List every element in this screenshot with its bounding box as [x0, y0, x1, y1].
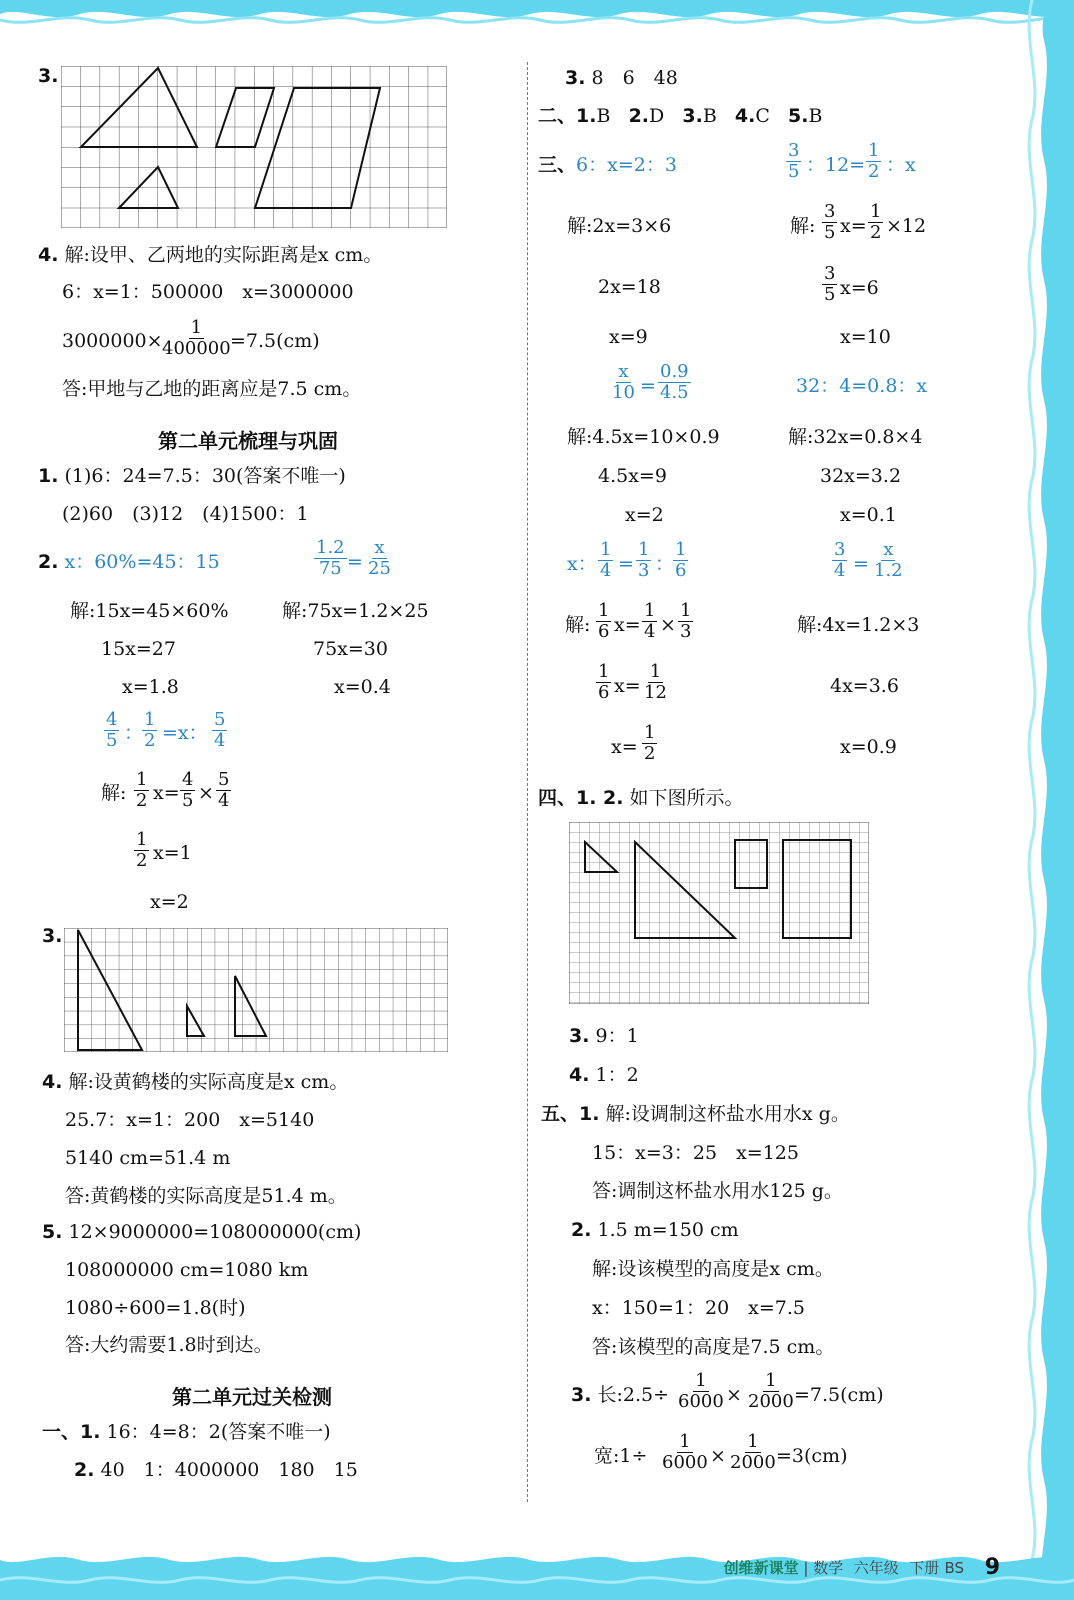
s3-eq2-b-tail: x=6: [840, 277, 879, 299]
s5-3-b-times: ×: [710, 1445, 726, 1467]
s3-eq4-b: 32x=3.2: [820, 465, 902, 487]
r2-s1b: 15x=27: [101, 638, 176, 660]
s3-eq5-frac1: $\frac{1}{4}$: [600, 539, 612, 581]
s5-3-a-tail: =7.5(cm): [794, 1384, 884, 1406]
grade: 六年级: [853, 1559, 899, 1577]
r2-eq2-equals: =: [347, 551, 363, 573]
r2-eq3-frac1: $\frac{4}{5}$: [106, 709, 118, 751]
s5-2-d: 答:该模型的高度是7.5 cm。: [592, 1336, 835, 1358]
s3-eq5-b-frac1: $\frac{1}{6}$: [598, 661, 610, 703]
r2-s3a-frac1: $\frac{1}{2}$: [136, 769, 148, 811]
s3-eq2-frac1: $\frac{3}{5}$: [788, 140, 800, 182]
s3-eq5-b-frac2: $\frac{1}{12}$: [644, 661, 667, 703]
s3-eq4-c: x=0.1: [840, 504, 897, 526]
edition: BS: [944, 1559, 964, 1577]
s3-eq6-eq: =: [853, 553, 869, 575]
s3-eq5-a-times: ×: [660, 614, 676, 636]
brand-name: 创维新课堂: [723, 1559, 799, 1577]
r5-line2: 108000000 cm=1080 km: [65, 1259, 309, 1281]
r4-line1: 4. 解:设黄鹤楼的实际高度是x cm。: [42, 1071, 349, 1093]
s3-eq5-c-pre: x=: [611, 736, 638, 758]
s3-eq5-a-frac3: $\frac{1}{3}$: [680, 600, 692, 642]
unit2-test-title: 第二单元过关检测: [172, 1385, 332, 1409]
s3-eq5-pre: x：: [567, 553, 597, 575]
s3-eq3-c: x=2: [625, 504, 664, 526]
q4-line3a: 3000000×: [62, 330, 163, 352]
s3-eq2-mid: ：12=: [806, 154, 866, 176]
s5-1-b: 15：x=3：25 x=125: [592, 1142, 799, 1164]
s3-eq6-c: x=0.9: [840, 736, 897, 758]
s3-eq3-frac1: $\frac{x}{10}$: [612, 361, 635, 403]
r3-label: 3.: [42, 925, 63, 947]
s3-eq5-eq: =: [618, 553, 634, 575]
r2-s1a: 解:15x=45×60%: [70, 600, 229, 622]
page-footer: 创维新课堂 | 数学 六年级 下册 BS: [723, 1559, 964, 1577]
q3-label: 3.: [38, 65, 59, 87]
r2-eq2-frac2: $\frac{x}{25}$: [368, 537, 391, 579]
r4-line2: 25.7：x=1：200 x=5140: [65, 1109, 315, 1131]
r2-s2a: 解:75x=1.2×25: [282, 600, 429, 622]
s5-2-c: x：150=1：20 x=7.5: [592, 1297, 806, 1319]
s3-eq2-b-frac: $\frac{3}{5}$: [824, 263, 836, 305]
s3-eq2-a-pre: 解:: [790, 215, 816, 237]
r5-line4: 答:大约需要1.8时到达。: [65, 1334, 273, 1356]
s3-eq5-b-mid: x=: [614, 675, 641, 697]
r2-eq3-frac2: $\frac{1}{2}$: [144, 709, 156, 751]
volume: 下册: [909, 1559, 940, 1577]
r1-line2: (2)60 (3)12 (4)1500：1: [62, 503, 309, 525]
s5-1-c: 答:调制这杯盐水用水125 g。: [592, 1180, 843, 1202]
s3-eq6-frac2: $\frac{x}{1.2}$: [874, 539, 903, 581]
wave-border-right: [1014, 0, 1074, 1600]
s3-eq5-frac2: $\frac{1}{3}$: [638, 539, 650, 581]
q4-line2: 6：x=1：500000 x=3000000: [62, 281, 354, 303]
s3-eq3-b: 4.5x=9: [598, 465, 667, 487]
s5-2-b: 解:设该模型的高度是x cm。: [592, 1258, 834, 1280]
s3-eq5-a-pre: 解:: [565, 614, 591, 636]
s5-1-a: 五、1. 解:设调制这杯盐水用水x g。: [541, 1103, 850, 1125]
r2-s3a-frac2: $\frac{4}{5}$: [182, 769, 194, 811]
q4-answer: 答:甲地与乙地的距离应是7.5 cm。: [62, 378, 362, 400]
s3-eq3-eq: =: [640, 375, 656, 397]
subject: 数学: [813, 1559, 844, 1577]
wave-border-top: [0, 0, 1074, 40]
r2-eq3-frac3: $\frac{5}{4}$: [214, 709, 226, 751]
q4-fraction: $\frac{1}{400000}$: [162, 317, 231, 359]
s3-eq4: 32：4=0.8：x: [796, 375, 928, 397]
s4-3: 3. 9：1: [569, 1025, 639, 1047]
r2-s3b-rest: x=1: [153, 842, 192, 864]
s3-eq5-frac3: $\frac{1}{6}$: [675, 539, 687, 581]
r2-eq3-colon: ：: [124, 722, 144, 744]
sec4-heading: 四、1. 2. 如下图所示。: [538, 787, 744, 809]
r2-s1c: x=1.8: [122, 676, 179, 698]
sec4-grid-figure: [569, 822, 869, 1004]
s5-3-a-frac2: $\frac{1}{2000}$: [748, 1370, 794, 1412]
s3-eq5-a-mid: x=: [614, 614, 641, 636]
s3-eq5-colon: ：: [655, 553, 675, 575]
s3-eq3-a: 解:4.5x=10×0.9: [567, 426, 720, 448]
r2-s3a-pre: 解:: [101, 782, 127, 804]
r2-s3a-x: x=: [153, 782, 180, 804]
q4-line3b: =7.5(cm): [230, 330, 320, 352]
s3-eq5-a-frac2: $\frac{1}{4}$: [644, 600, 656, 642]
r2-s3a-frac3: $\frac{5}{4}$: [218, 769, 230, 811]
r5-line3: 1080÷600=1.8(时): [65, 1297, 246, 1319]
s3-eq2-a-frac1: $\frac{3}{5}$: [824, 201, 836, 243]
r4-line4: 答:黄鹤楼的实际高度是51.4 m。: [65, 1185, 347, 1207]
s3-eq1-a: 解:2x=3×6: [567, 215, 672, 237]
r2-eq1: 2. x：60%=45：15: [38, 551, 220, 573]
s3-eq1-c: x=9: [609, 326, 648, 348]
r5-line1: 5. 12×9000000=108000000(cm): [42, 1221, 362, 1243]
r3-grid-figure: [64, 928, 448, 1052]
s3-eq2-frac2: $\frac{1}{2}$: [868, 140, 880, 182]
s3-eq1: 三、6：x=2：3: [538, 154, 677, 176]
r1-line1: 1. (1)6：24=7.5：30(答案不唯一): [38, 465, 346, 487]
s3-eq2-a-frac2: $\frac{1}{2}$: [870, 201, 882, 243]
s3-eq2-a-tail: ×12: [886, 215, 927, 237]
s3-eq1-b: 2x=18: [598, 276, 661, 298]
r2-eq3-mid: =x：: [162, 722, 208, 744]
page-number: 9: [984, 1555, 1000, 1580]
s5-3-b-pre: 宽:1÷: [594, 1445, 648, 1467]
s3-eq6-b: 4x=3.6: [830, 675, 899, 697]
s3-eq6-a: 解:4x=1.2×3: [797, 614, 920, 636]
s5-3-a-frac1: $\frac{1}{6000}$: [678, 1370, 724, 1412]
r2-s2c: x=0.4: [334, 676, 391, 698]
q4-line1: 4. 解:设甲、乙两地的实际距离是x cm。: [38, 244, 383, 266]
s5-3-a-times: ×: [726, 1384, 742, 1406]
t2-line: 2. 40 1：4000000 180 15: [74, 1459, 358, 1481]
s3-eq2-tail: ：x: [886, 154, 916, 176]
sec2-answers: 二、1.B 2.D 3.B 4.C 5.B: [538, 105, 823, 127]
s5-3-a-pre: 3. 长:2.5÷: [571, 1384, 670, 1406]
r2-s3a-times: ×: [198, 782, 214, 804]
s5-3-b-tail: =3(cm): [776, 1445, 848, 1467]
a3-line: 3. 8 6 48: [565, 67, 678, 89]
s4-4: 4. 1：2: [569, 1064, 639, 1086]
s5-3-b-frac1: $\frac{1}{6000}$: [662, 1431, 708, 1473]
s3-eq2-a-mid: x=: [840, 215, 867, 237]
s3-eq6-frac1: $\frac{3}{4}$: [834, 539, 846, 581]
s5-3-b-frac2: $\frac{1}{2000}$: [730, 1431, 776, 1473]
r4-line3: 5140 cm=51.4 m: [65, 1147, 231, 1169]
s5-2-a: 2. 1.5 m=150 cm: [571, 1219, 739, 1241]
s3-eq5-c-frac: $\frac{1}{2}$: [644, 722, 656, 764]
column-divider: [527, 62, 528, 1502]
s3-eq3-frac2: $\frac{0.9}{4.5}$: [660, 361, 689, 403]
r2-s3b-frac: $\frac{1}{2}$: [136, 829, 148, 871]
r2-eq2-frac1: $\frac{1.2}{75}$: [316, 537, 345, 579]
r2-s3c: x=2: [150, 891, 189, 913]
q3-grid-figure: [61, 66, 447, 228]
r2-s2b: 75x=30: [313, 638, 388, 660]
s3-eq4-a: 解:32x=0.8×4: [788, 426, 923, 448]
s3-eq2-c: x=10: [840, 326, 891, 348]
s3-eq5-a-frac1: $\frac{1}{6}$: [598, 600, 610, 642]
t1-line: 一、1. 16：4=8：2(答案不唯一): [42, 1421, 331, 1443]
unit2-review-title: 第二单元梳理与巩固: [158, 429, 338, 453]
